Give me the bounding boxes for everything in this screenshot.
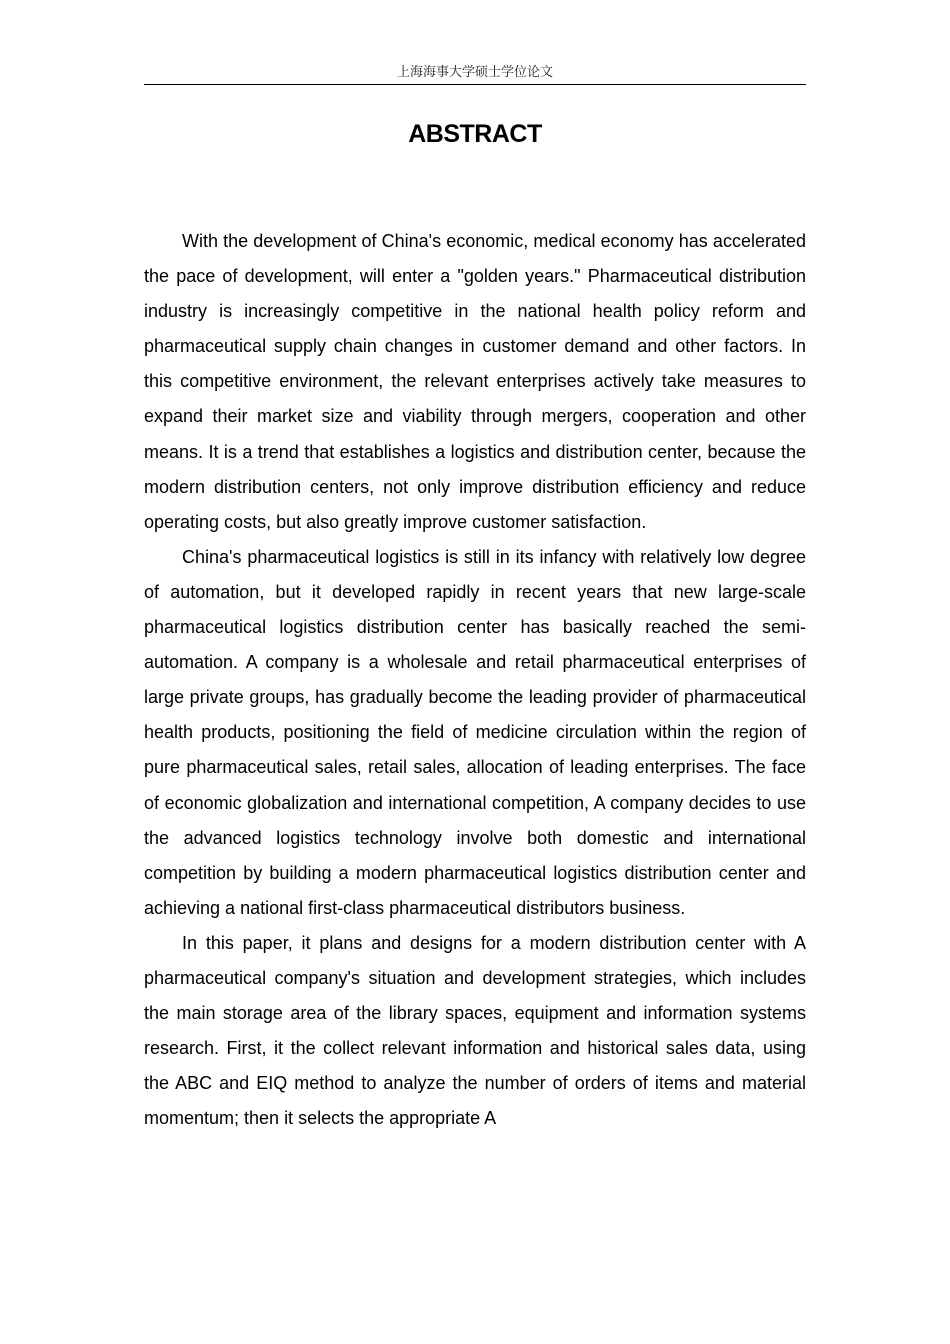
abstract-title: ABSTRACT bbox=[408, 120, 542, 148]
abstract-paragraph-3: In this paper, it plans and designs for a modern distribution center with A pharmaceutical company's situation and development strategies, which includes the main storage area of the library spaces, equipment and information systems research. First, it the collect relevant information and historical sales data, using the ABC and EIQ method to analyze the number of orders of items and material momentum; then it selects the appropriate A bbox=[144, 932, 806, 1129]
header-rule bbox=[144, 84, 806, 85]
abstract-paragraph-1: With the development of China's economic, medical economy has accelerated the pace of development, will enter a "golden years." Pharmaceutical distribution industry is increasingly competitive in the national health policy reform and pharmaceutical supply chain changes in customer demand and other factors. In this competitive environment, the relevant enterprises actively take measures to expand their market size and viability through mergers, cooperation and other means. It is a trend that establishes a logistics and distribution center, because the modern distribution centers, not only improve distribution efficiency and reduce operating costs, but also greatly improve customer satisfaction. bbox=[144, 231, 806, 532]
running-header: 上海海事大学硕士学位论文 bbox=[396, 65, 553, 80]
abstract-paragraph-2: China's pharmaceutical logistics is still in its infancy with relatively low degree of automation, but it developed rapidly in recent years that new large-scale pharmaceutical logistics distribution center has basically reached the semi-automation. A company is a wholesale and retail pharmaceutical enterprises of large private groups, has gradually become the leading provider of pharmaceutical health products, positioning the field of medicine circulation within the region of pure pharmaceutical sales, retail sales, allocation of leading enterprises. The face of economic globalization and international competition, A company decides to use the advanced logistics technology involve both domestic and international competition by building a modern pharmaceutical logistics distribution center and achieving a national first-class pharmaceutical distributors business. bbox=[144, 546, 806, 918]
abstract-body bbox=[144, 224, 806, 1136]
